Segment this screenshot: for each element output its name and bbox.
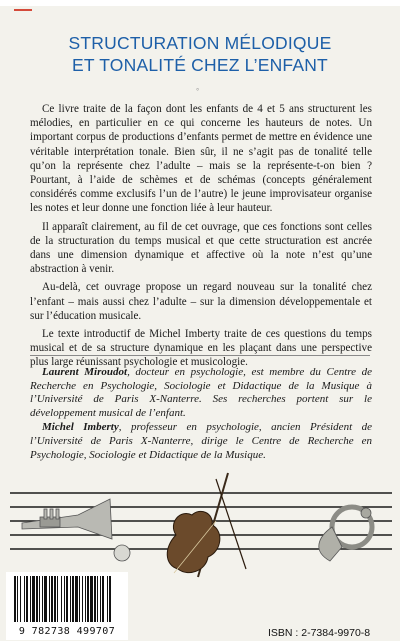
barcode-bar bbox=[24, 576, 25, 622]
author-name: Michel Imberty bbox=[42, 421, 119, 434]
bio-miroudot bbox=[30, 366, 372, 420]
barcode-bar bbox=[87, 576, 89, 622]
ornament-dot: ° bbox=[196, 87, 200, 96]
horn-icon bbox=[319, 507, 372, 561]
barcode-bar bbox=[44, 576, 47, 622]
barcode-bar bbox=[20, 576, 21, 622]
barcode-bar bbox=[26, 576, 28, 622]
barcode-bar bbox=[57, 576, 58, 622]
top-accent-mark bbox=[14, 9, 32, 11]
section-divider bbox=[30, 355, 370, 356]
barcode-bar bbox=[17, 576, 18, 622]
blurb-paragraph-2: Il apparaît clairement, au fil de cet ouvrage, que ces fonctions sont celles de la structuration du temps musical et que cette structuration est ancrée dans une dimension dynamique et affective où la note n’est qu’une abstraction à venir. bbox=[30, 220, 372, 276]
blurb-paragraph-4: Le texte introductif de Michel Imberty traite de ces questions du temps musical et de sa structure dynamique en les plaçant dans une perspective plus large réunissant psychologie et musicologie. bbox=[30, 328, 372, 369]
barcode-bar bbox=[51, 576, 53, 622]
barcode-number: 9 782738 499707 bbox=[18, 626, 116, 637]
bio-text: , professeur en psychologie, ancien Président de l’Université de Paris X-Nanterre, dirige le Centre de Recherche en Psychologie, Sociologie et Didactique de la Musique. bbox=[30, 421, 372, 461]
barcode-bar bbox=[90, 576, 93, 622]
barcode-bar bbox=[97, 576, 98, 622]
barcode-bars bbox=[6, 572, 128, 624]
blurb bbox=[30, 102, 372, 370]
barcode-bar bbox=[42, 576, 43, 622]
barcode-bar bbox=[32, 576, 35, 622]
barcode-bar bbox=[94, 576, 96, 622]
barcode-bar bbox=[79, 576, 80, 622]
barcode-bar bbox=[100, 576, 101, 622]
barcode-bar bbox=[39, 576, 40, 622]
blurb-paragraph-1: Ce livre traite de la façon dont les enfants de 4 et 5 ans structurent les mélodies, en particulier en ce qui concerne les hauteurs de notes. Un important corpus de productions d’enfants permet de mettre en évidence une véritable interprétation tonale. Bien sûr, il ne s’agit pas de tonalité telle qu’on la représente chez l’adulte – mais se la représente-t-on bien ? Pourtant, à l’aide de schèmes et de schémas (concepts généralement considérés comme exclusifs l’un de l’autre) le jeune improvisateur organise les notes et leur donne une fonction liée à leur hauteur. bbox=[30, 103, 372, 215]
title-line-1: STRUCTURATION MÉLODIQUE bbox=[68, 33, 332, 53]
barcode-bar bbox=[66, 576, 68, 622]
barcode-bar bbox=[30, 576, 31, 622]
bio-text: , docteur en psychologie, est membre du Centre de Recherche en Psychologie, Sociologie et Didactique de la Musique à l’Université de Paris X-Nanterre. Ses recherches portent sur le développement musical de l’enfant. bbox=[30, 366, 372, 419]
trumpet-icon bbox=[22, 499, 130, 561]
author-bios bbox=[30, 366, 372, 462]
blurb-paragraph-3: Au-delà, cet ouvrage propose un regard nouveau sur la tonalité chez l’enfant – mais aussi chez l’adulte – sur la dimension développementale et sur l’éducation musicale. bbox=[30, 281, 372, 322]
violin-icon bbox=[167, 473, 246, 577]
barcode-bar bbox=[36, 576, 38, 622]
author-name: Laurent Miroudot bbox=[42, 366, 128, 378]
barcode-bar bbox=[107, 576, 108, 622]
barcode-bar bbox=[75, 576, 78, 622]
isbn: ISBN : 2-7384-9970-8 bbox=[268, 627, 371, 639]
musical-instruments-illustration bbox=[0, 465, 400, 585]
barcode-bar bbox=[61, 576, 62, 622]
barcode-bar bbox=[70, 576, 71, 622]
barcode-bar bbox=[109, 576, 111, 622]
barcode-bar bbox=[14, 576, 16, 622]
top-edge bbox=[0, 0, 400, 6]
barcode-bar bbox=[85, 576, 86, 622]
title-line-2: ET TONALITÉ CHEZ L’ENFANT bbox=[72, 55, 328, 75]
barcode-bar bbox=[49, 576, 50, 622]
bio-imberty bbox=[30, 421, 372, 462]
barcode-bar bbox=[54, 576, 56, 622]
barcode-bar bbox=[72, 576, 74, 622]
barcode-bar bbox=[82, 576, 83, 622]
barcode-bar bbox=[102, 576, 104, 622]
barcode-bar bbox=[64, 576, 65, 622]
book-title bbox=[20, 32, 380, 76]
